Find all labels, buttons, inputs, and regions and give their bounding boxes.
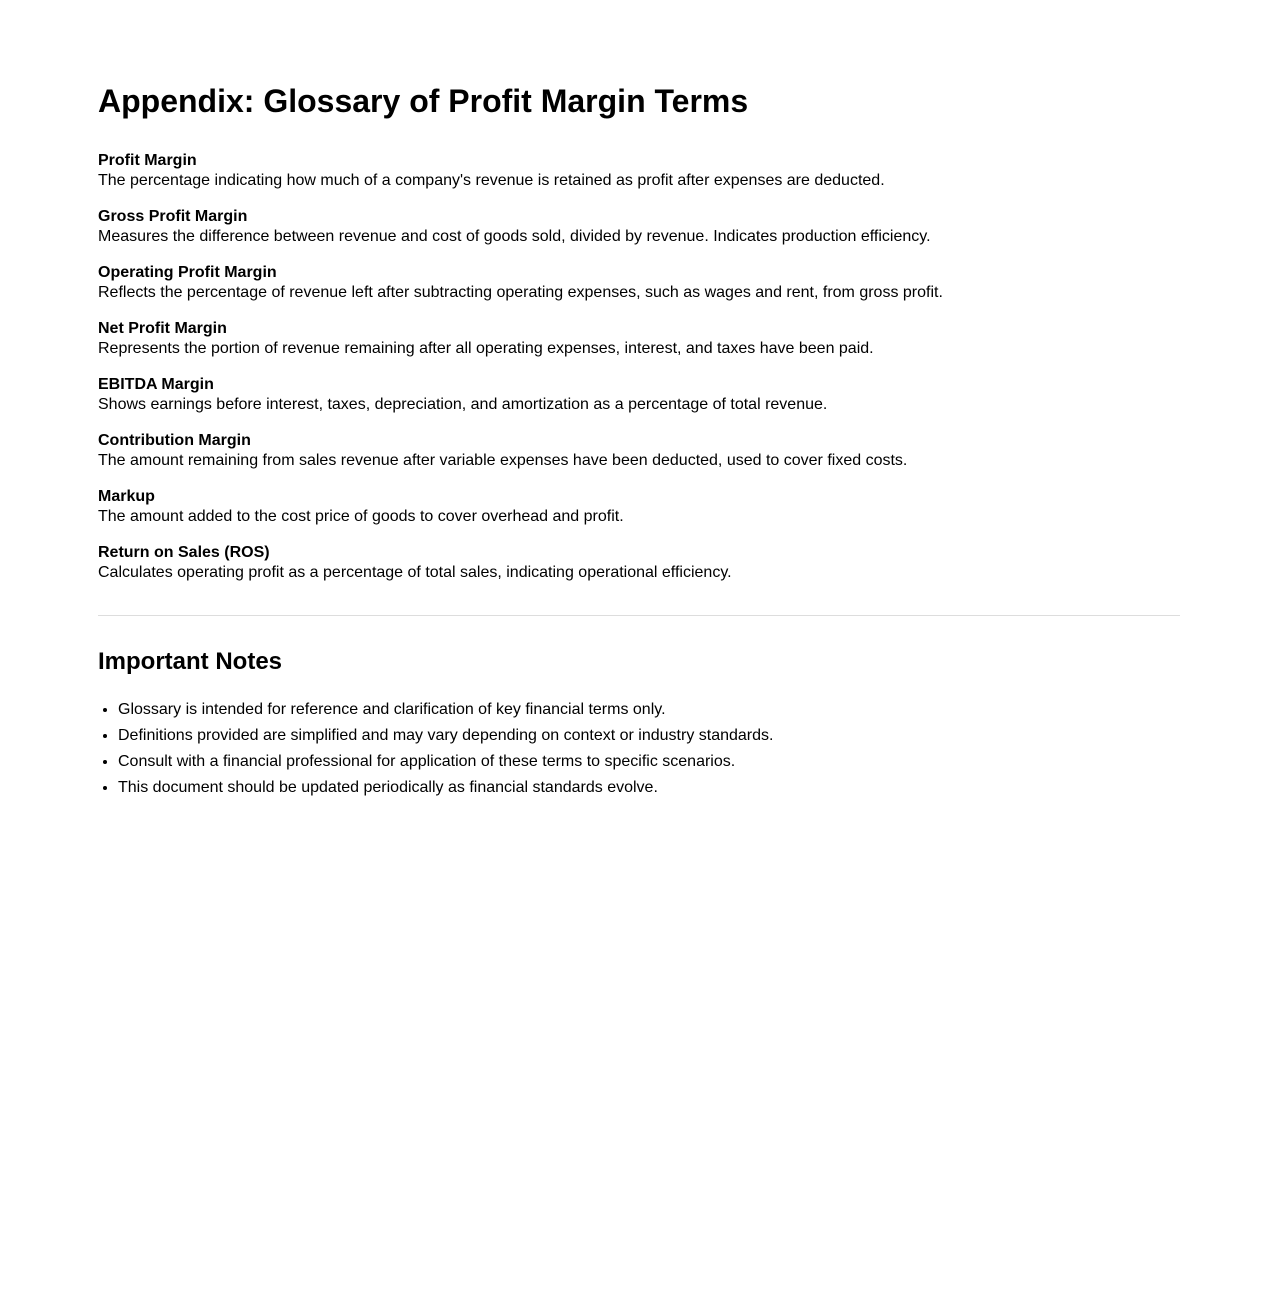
glossary-entry <box>98 431 1180 487</box>
page-title: Appendix: Glossary of Profit Margin Terms <box>98 83 749 119</box>
glossary-definition: The percentage indicating how much of a company's revenue is retained as profit after expenses are deducted. <box>98 172 885 189</box>
glossary-definition: Shows earnings before interest, taxes, depreciation, and amortization as a percentage of total revenue. <box>98 396 828 413</box>
note-item: • Consult with a financial professional for application of these terms to specific scenarios. <box>118 749 773 775</box>
glossary-term: Gross Profit Margin <box>98 208 248 225</box>
glossary-entry <box>98 375 1180 431</box>
glossary-entry <box>98 263 1180 319</box>
note-item: • Definitions provided are simplified and may vary depending on context or industry standards. <box>118 723 773 749</box>
glossary-entry <box>98 543 1180 599</box>
glossary-definition: Calculates operating profit as a percentage of total sales, indicating operational efficiency. <box>98 564 732 581</box>
glossary-term: Contribution Margin <box>98 432 251 449</box>
glossary-term: EBITDA Margin <box>98 376 214 393</box>
glossary-term: Profit Margin <box>98 152 197 169</box>
glossary-definition: The amount remaining from sales revenue after variable expenses have been deducted, used to cover fixed costs. <box>98 452 908 469</box>
notes-list <box>98 697 773 801</box>
glossary-definition: Represents the portion of revenue remaining after all operating expenses, interest, and taxes have been paid. <box>98 340 874 357</box>
glossary-definition: The amount added to the cost price of goods to cover overhead and profit. <box>98 508 624 525</box>
section-divider <box>98 615 1180 616</box>
glossary-entry <box>98 487 1180 543</box>
glossary-definition: Measures the difference between revenue and cost of goods sold, divided by revenue. Indicates production efficiency. <box>98 228 931 245</box>
glossary-term: Operating Profit Margin <box>98 264 277 281</box>
glossary-entry <box>98 319 1180 375</box>
glossary-term: Return on Sales (ROS) <box>98 544 270 561</box>
glossary-definition: Reflects the percentage of revenue left after subtracting operating expenses, such as wages and rent, from gross profit. <box>98 284 943 301</box>
glossary-entry <box>98 207 1180 263</box>
note-item: • This document should be updated periodically as financial standards evolve. <box>118 775 773 801</box>
glossary-term: Markup <box>98 488 155 505</box>
glossary-list <box>98 151 1180 599</box>
note-item: • Glossary is intended for reference and clarification of key financial terms only. <box>118 697 773 723</box>
glossary-term: Net Profit Margin <box>98 320 227 337</box>
glossary-entry <box>98 151 1180 207</box>
notes-heading: Important Notes <box>98 648 283 675</box>
